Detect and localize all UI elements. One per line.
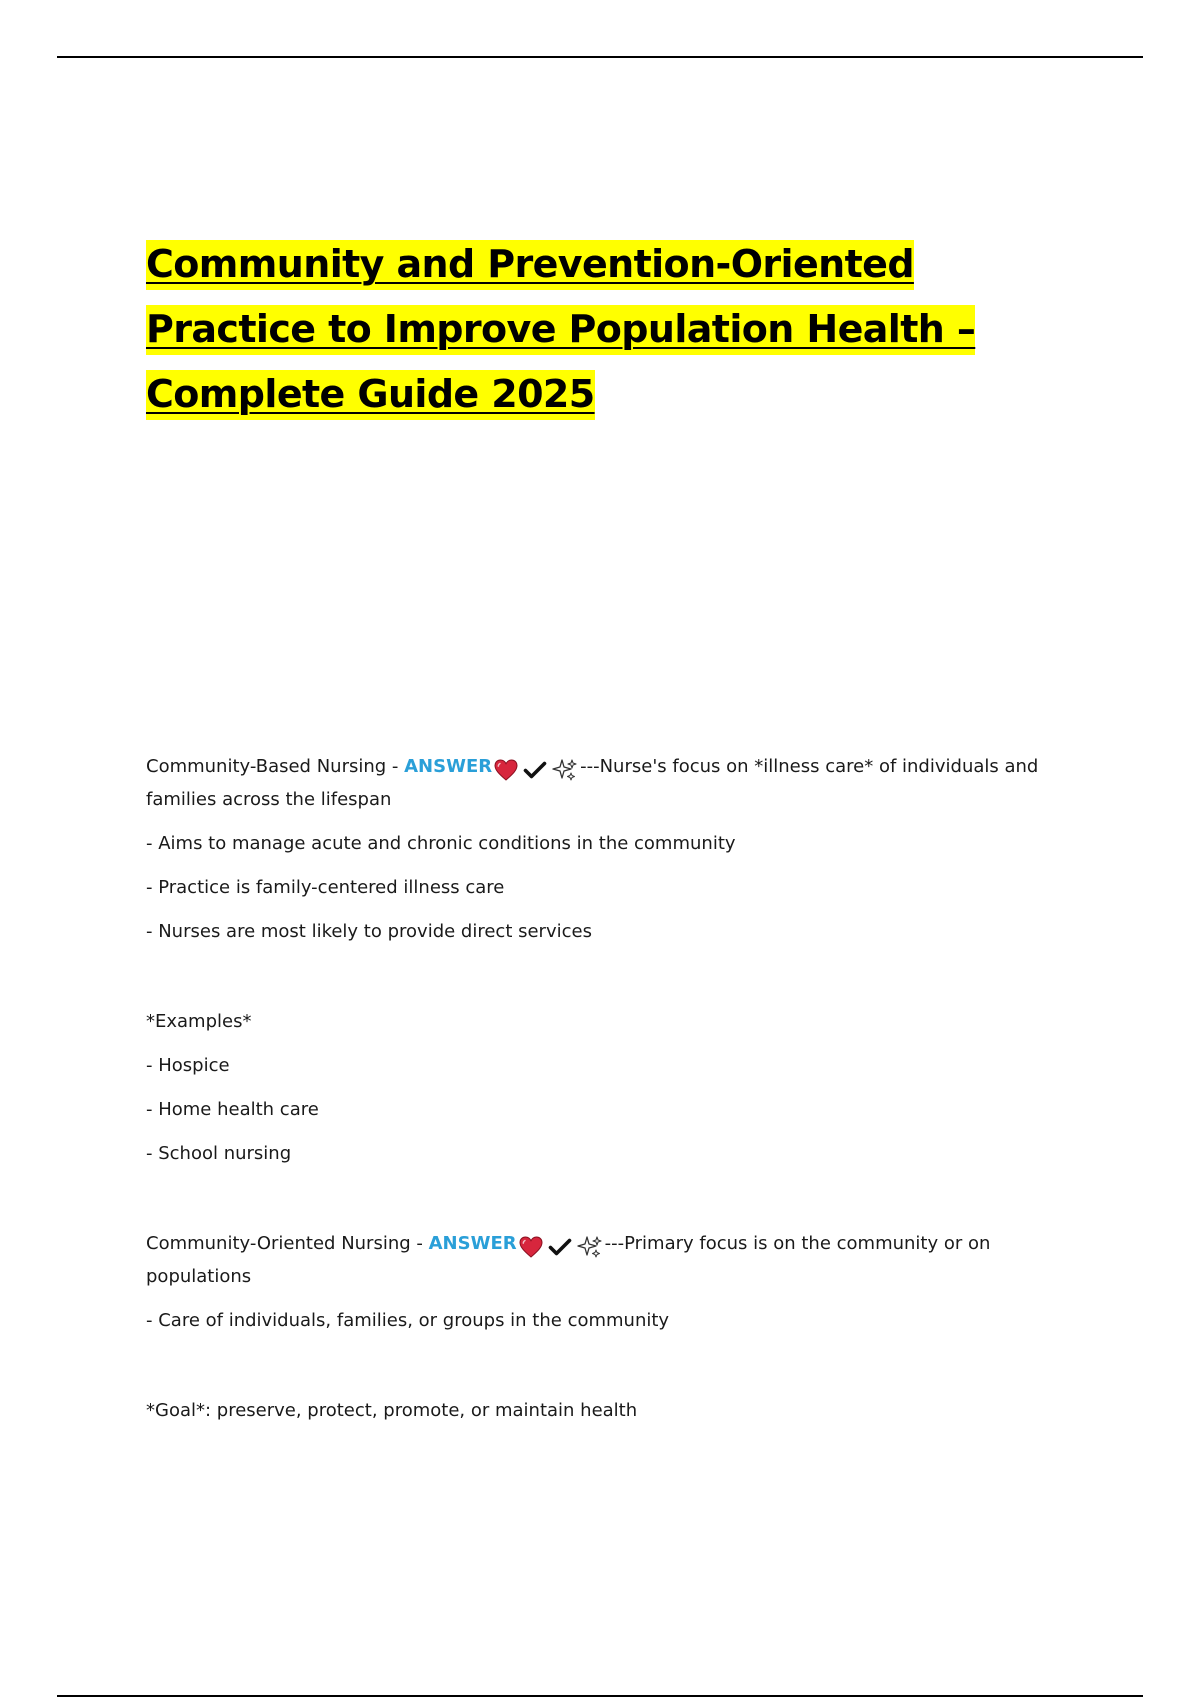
entry-2-definition: ---Primary focus is on the community or on populations (146, 1233, 991, 1287)
goal-line: *Goal*: preserve, protect, promote, or maintain health (146, 1400, 638, 1421)
entry-1-heading (146, 752, 1066, 815)
example-item: - Hospice (146, 1055, 230, 1076)
document-title (146, 232, 1086, 427)
entry-2-point: - Care of individuals, families, or groups in the community (146, 1310, 670, 1331)
entry-1-point: - Aims to manage acute and chronic conditions in the community (146, 833, 736, 854)
entry-2-heading (146, 1229, 1066, 1292)
sparkle-icon (552, 758, 578, 782)
heart-icon (519, 1236, 543, 1258)
entry-1-answer-label: ANSWER (404, 756, 493, 777)
heart-icon (494, 759, 518, 781)
entry-1-term: Community-Based Nursing - (146, 756, 405, 777)
top-rule (57, 56, 1143, 58)
check-icon (523, 759, 547, 781)
bottom-rule (57, 1695, 1143, 1697)
document-title-text: Community and Prevention-Oriented Practice to Improve Population Health – Complete Guide 2025 (146, 240, 975, 420)
example-item: - Home health care (146, 1099, 319, 1120)
example-item: - School nursing (146, 1143, 292, 1164)
answer-icons (494, 755, 578, 785)
answer-icons (519, 1232, 603, 1262)
examples-heading: *Examples* (146, 1011, 252, 1032)
entry-1-point: - Practice is family-centered illness care (146, 877, 505, 898)
sparkle-icon (577, 1235, 603, 1259)
check-icon (548, 1236, 572, 1258)
entry-2-term: Community-Oriented Nursing - (146, 1233, 429, 1254)
entry-1-point: - Nurses are most likely to provide direct services (146, 921, 592, 942)
entry-2-answer-label: ANSWER (428, 1233, 517, 1254)
entry-1-definition: ---Nurse's focus on *illness care* of individuals and families across the lifespan (146, 756, 1039, 810)
document-body (146, 752, 1066, 1426)
